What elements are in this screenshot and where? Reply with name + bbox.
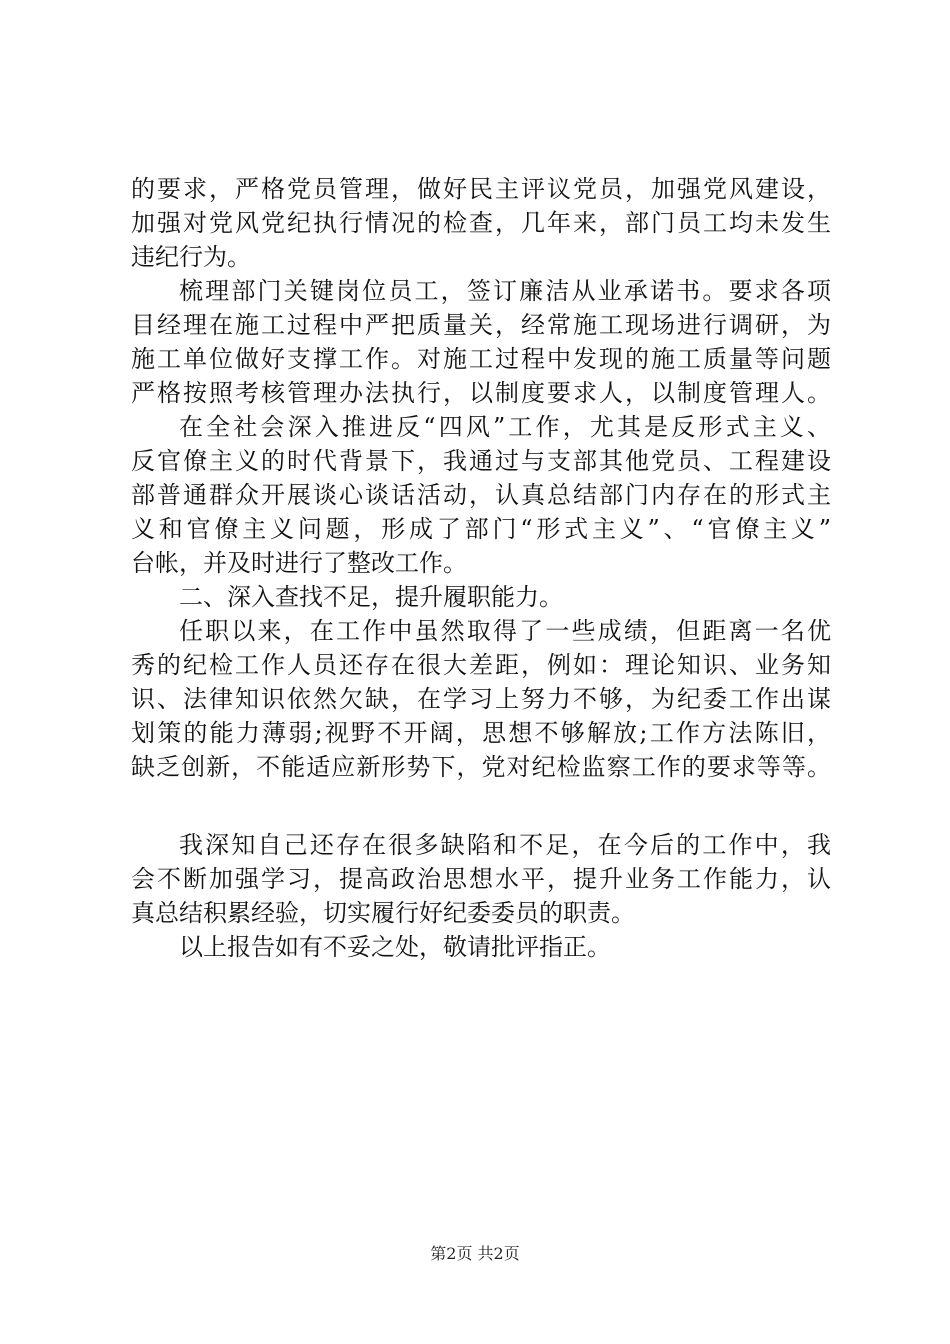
paragraph-line: 在全社会深入推进反“四风”工作，尤其是反形式主义、 (179, 413, 831, 441)
paragraph-line: 梳理部门关键岗位员工，签订廉洁从业承诺书。要求各项 (179, 277, 831, 305)
paragraph-line: 任职以来，在工作中虽然取得了一些成绩，但距离一名优 (179, 617, 831, 645)
paragraph-line: 识、法律知识依然欠缺，在学习上努力不够，为纪委工作出谋 (131, 685, 831, 713)
paragraph-line: 严格按照考核管理办法执行，以制度要求人，以制度管理人。 (131, 379, 831, 407)
paragraph-line: 义和官僚主义问题，形成了部门“形式主义”、“官僚主义” (131, 515, 831, 543)
paragraph-line: 反官僚主义的时代背景下，我通过与支部其他党员、工程建设 (131, 447, 831, 475)
paragraph-line: 我深知自己还存在很多缺陷和不足，在今后的工作中，我 (179, 831, 831, 859)
section-heading: 二、深入查找不足，提升履职能力。 (179, 583, 563, 611)
paragraph-line: 的要求，严格党员管理，做好民主评议党员，加强党风建设， (131, 175, 831, 203)
document-body (131, 172, 831, 964)
paragraph-line: 台帐，并及时进行了整改工作。 (131, 549, 467, 577)
paragraph-line: 施工单位做好支撑工作。对施工过程中发现的施工质量等问题 (131, 345, 831, 373)
paragraph-line: 划策的能力薄弱;视野不开阔，思想不够解放;工作方法陈旧， (131, 719, 831, 747)
paragraph-line: 秀的纪检工作人员还存在很大差距，例如：理论知识、业务知 (131, 651, 831, 679)
paragraph-line: 违纪行为。 (131, 243, 251, 271)
page-number-footer: 第2页 共2页 (430, 1244, 520, 1263)
paragraph-line: 会不断加强学习，提高政治思想水平，提升业务工作能力，认 (131, 865, 831, 893)
paragraph-gap (131, 784, 831, 828)
paragraph-line: 缺乏创新，不能适应新形势下，党对纪检监察工作的要求等等。 (131, 753, 831, 781)
paragraph-line: 部普通群众开展谈心谈话活动，认真总结部门内存在的形式主 (131, 481, 831, 509)
paragraph-line: 以上报告如有不妥之处，敬请批评指正。 (179, 933, 611, 961)
paragraph-line: 目经理在施工过程中严把质量关，经常施工现场进行调研，为 (131, 311, 831, 339)
paragraph-line: 真总结积累经验，切实履行好纪委委员的职责。 (131, 899, 635, 927)
paragraph-line: 加强对党风党纪执行情况的检查，几年来，部门员工均未发生 (131, 209, 831, 237)
